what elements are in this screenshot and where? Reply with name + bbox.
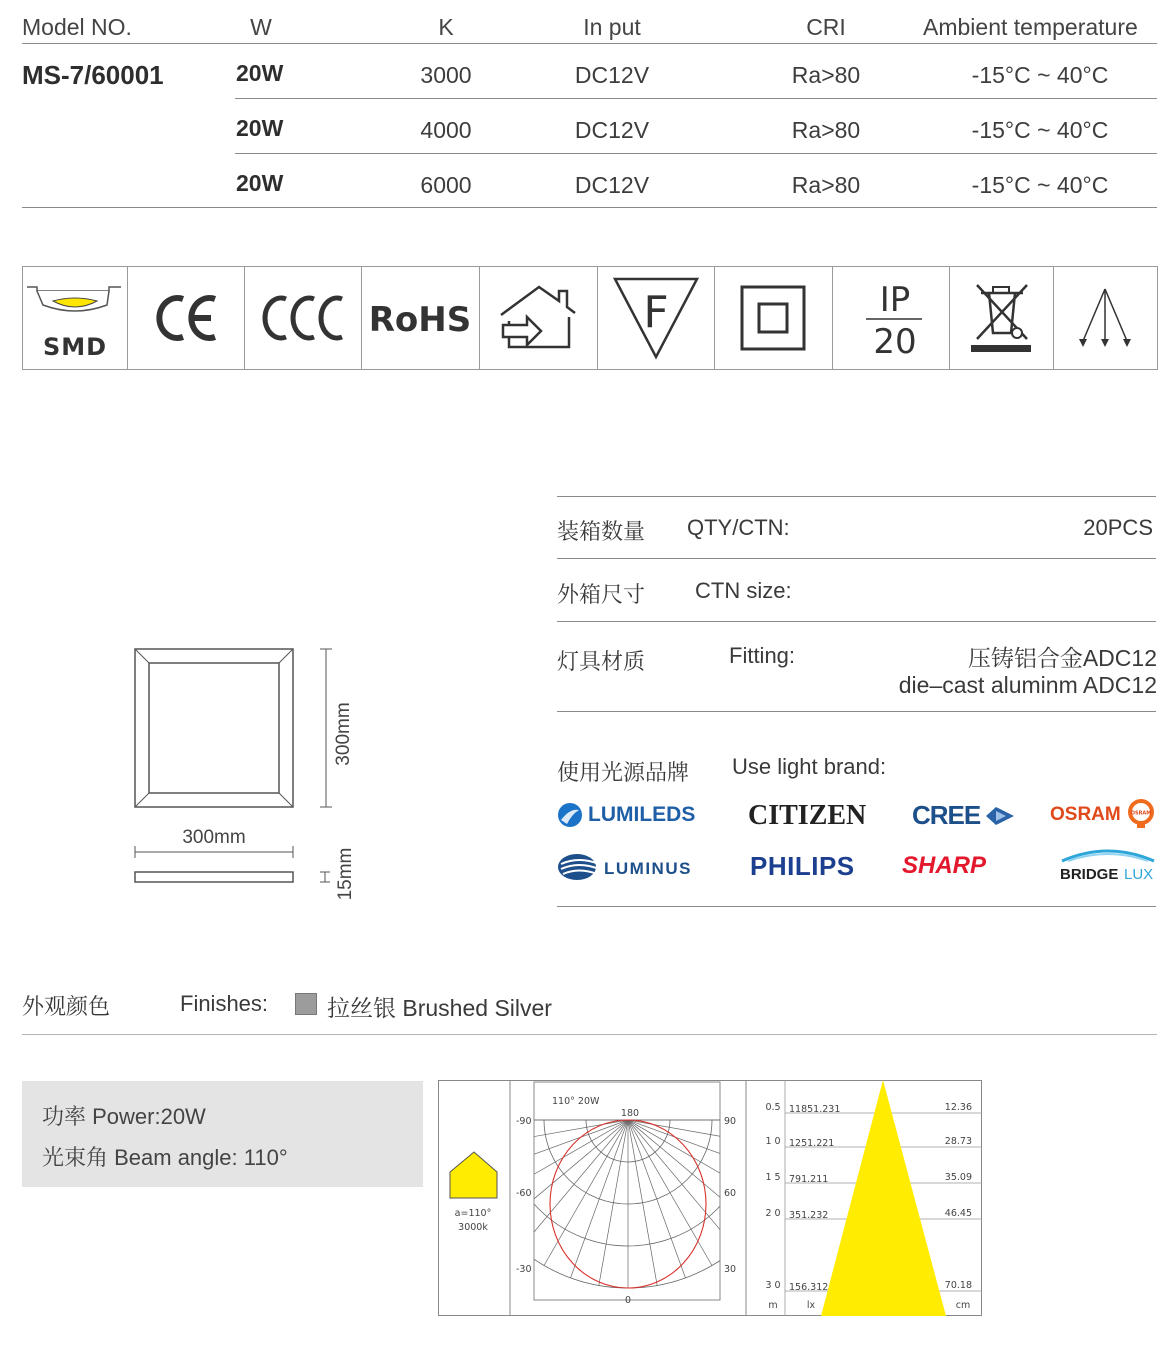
qty-label-en: QTY/CTN: (687, 515, 790, 540)
beam-angle-label: 光束角 Beam angle: 110° (42, 1145, 288, 1170)
brand-lumileds: LUMILEDS (588, 803, 696, 826)
cert-icon-strip (22, 266, 1158, 370)
fitting-label-cn: 灯具材质 (557, 649, 646, 674)
row1-input: DC12V (574, 62, 650, 88)
power-label: 功率 Power:20W (42, 1104, 206, 1129)
lux-label: 1251.221 (789, 1138, 835, 1149)
polar-label-left-3: -30 (516, 1264, 532, 1275)
distance-label: 1 5 (765, 1172, 781, 1183)
row1-k: 3000 (420, 62, 472, 88)
brand-luminus: LUMINUS (604, 859, 692, 878)
row1-w: 20W (236, 60, 284, 86)
finishes-label-en: Finishes: (180, 991, 269, 1016)
power-box (22, 1081, 423, 1187)
ctn-label-cn: 外箱尺寸 (557, 582, 646, 607)
bridgelux-logo (1058, 845, 1158, 885)
finishes-label-cn: 外观颜色 (22, 994, 111, 1019)
dimension-drawing (120, 640, 380, 920)
header-input: In put (583, 14, 641, 40)
unit-m-label: m (768, 1300, 778, 1311)
row2-input: DC12V (574, 117, 650, 143)
table-bottom-divider (22, 207, 1157, 208)
row2-k: 4000 (420, 117, 472, 143)
fitting-row (557, 641, 1157, 701)
row-divider (557, 711, 1156, 712)
f-mark-icon (597, 267, 715, 369)
ccc-mark-icon (244, 267, 362, 369)
brand-label-cn: 使用光源品牌 (557, 760, 690, 785)
packing-top-divider (557, 496, 1156, 497)
row-divider (557, 558, 1156, 559)
polar-label-right-1: 90 (724, 1116, 737, 1127)
lux-label: 11851.231 (789, 1104, 841, 1115)
row3-temp: -15°C ~ 40°C (971, 172, 1109, 198)
brand-label-en: Use light brand: (732, 754, 887, 779)
row1-temp: -15°C ~ 40°C (971, 62, 1109, 88)
ip-bottom-label: 20 (873, 322, 917, 362)
class-ii-icon (714, 267, 833, 369)
header-cri: CRI (806, 14, 846, 40)
ce-mark-icon (127, 267, 245, 369)
smd-label: SMD (42, 333, 108, 361)
osram-badge-label: OSRAM (1130, 810, 1152, 817)
distance-label: 1 0 (765, 1136, 781, 1147)
ctn-label-en: CTN size: (695, 578, 792, 603)
row3-w: 20W (236, 170, 284, 196)
ip-top-label: IP (879, 280, 911, 320)
beam-a-label: a=110° (454, 1208, 492, 1219)
qty-value: 20PCS (1083, 515, 1153, 540)
header-temp: Ambient temperature (923, 14, 1138, 40)
fitting-value-en: die–cast aluminm ADC12 (898, 672, 1157, 698)
width-dimension-label: 300mm (182, 827, 246, 848)
row2-temp: -15°C ~ 40°C (971, 117, 1109, 143)
beam-direction-icon (1053, 267, 1157, 369)
brands-bottom-divider (557, 906, 1156, 907)
polar-title: 110° 20W (552, 1096, 600, 1107)
brand-philips: PHILIPS (750, 851, 855, 881)
depth-dimension-label: 15mm (335, 847, 356, 901)
fitting-label-en: Fitting: (729, 643, 796, 668)
polar-label-right-2: 60 (724, 1188, 737, 1199)
weee-bin-icon (949, 267, 1054, 369)
header-model: Model NO. (22, 14, 132, 40)
row-divider (235, 153, 1157, 154)
model-number: MS-7/60001 (22, 60, 164, 90)
beam-k-label: 3000k (458, 1222, 488, 1233)
polar-label-top: 180 (620, 1108, 640, 1119)
distance-label: 2 0 (765, 1208, 781, 1219)
diameter-label: 35.09 (944, 1172, 972, 1183)
diameter-label: 70.18 (944, 1280, 972, 1291)
brand-sharp: SHARP (902, 852, 987, 879)
lux-label: 156.312 (789, 1282, 829, 1293)
qty-label-cn: 装箱数量 (557, 519, 646, 544)
row2-cri: Ra>80 (791, 117, 861, 143)
brand-citizen: CITIZEN (748, 800, 867, 831)
photometric-diagram (438, 1080, 982, 1316)
distance-label: 0.5 (765, 1102, 781, 1113)
finishes-value: 拉丝银 Brushed Silver (327, 995, 552, 1021)
header-k: K (438, 14, 454, 40)
polar-label-left-2: -60 (516, 1188, 532, 1199)
brand-bridgelux-main: BRIDGE (1060, 866, 1119, 883)
polar-label-right-3: 30 (724, 1264, 737, 1275)
brand-osram: OSRAM (1050, 804, 1121, 825)
header-w: W (250, 14, 272, 40)
ip20-icon (832, 267, 950, 369)
lux-label: 351.232 (789, 1210, 829, 1221)
row3-cri: Ra>80 (791, 172, 861, 198)
unit-cm-label: cm (955, 1300, 971, 1311)
finish-swatch (295, 993, 317, 1015)
rohs-label: RoHS (368, 300, 472, 340)
header-divider (22, 43, 1157, 44)
smd-downlight-icon (23, 267, 128, 369)
height-dimension-label: 300mm (333, 702, 354, 766)
polar-label-left-1: -90 (516, 1116, 532, 1127)
finishes-divider (22, 1034, 1157, 1035)
unit-lx-label: lx (806, 1300, 816, 1311)
row1-cri: Ra>80 (791, 62, 861, 88)
row2-w: 20W (236, 115, 284, 141)
polar-label-bottom: 0 (624, 1295, 632, 1306)
lux-label: 791.211 (789, 1174, 829, 1185)
row-divider (235, 98, 1157, 99)
rohs-mark-icon (361, 267, 480, 369)
brand-bridgelux-tail: LUX (1124, 866, 1154, 883)
row3-k: 6000 (420, 172, 472, 198)
diameter-label: 28.73 (944, 1136, 972, 1147)
row3-input: DC12V (574, 172, 650, 198)
indoor-use-icon (479, 267, 598, 369)
brand-cree: CREE (912, 800, 981, 830)
row-divider (557, 621, 1156, 622)
diameter-label: 12.36 (944, 1102, 972, 1113)
fitting-value-cn: 压铸铝合金ADC12 (967, 645, 1157, 671)
f-mark-label: F (643, 287, 669, 338)
distance-label: 3 0 (765, 1280, 781, 1291)
diameter-label: 46.45 (944, 1208, 972, 1219)
